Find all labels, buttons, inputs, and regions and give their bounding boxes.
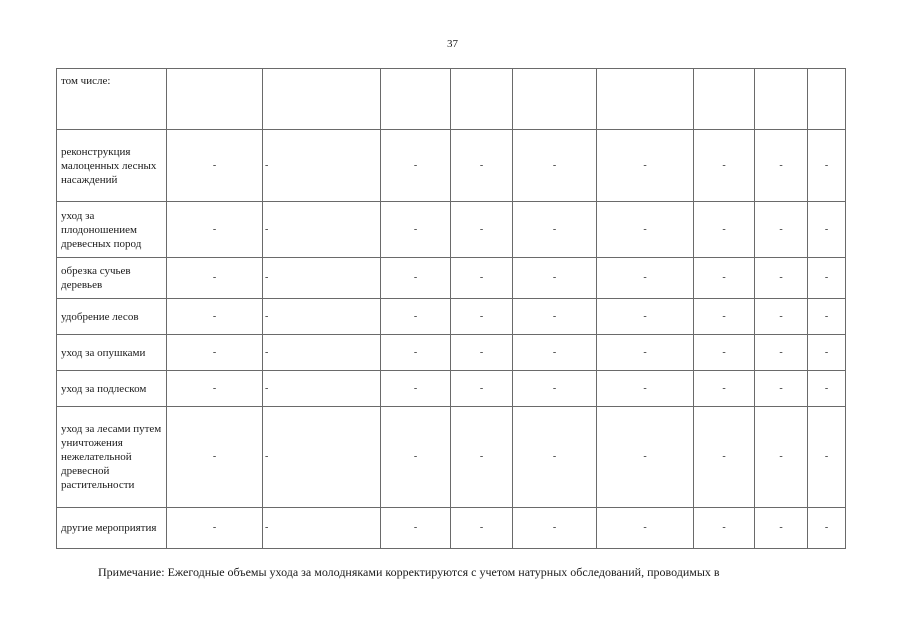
table-cell: -: [263, 335, 381, 371]
table-body: [57, 69, 846, 549]
table-cell: [755, 69, 808, 130]
table-cell: -: [167, 299, 263, 335]
table-cell: -: [597, 299, 694, 335]
table-cell: -: [808, 335, 846, 371]
table-row: [57, 508, 846, 549]
table-cell: -: [755, 258, 808, 299]
table-cell: -: [263, 202, 381, 258]
table-cell: -: [808, 371, 846, 407]
table-cell: -: [451, 407, 513, 508]
table-row: [57, 258, 846, 299]
row-label: другие мероприятия: [57, 508, 167, 549]
row-label: реконструкция малоценных лесных насаждений: [57, 130, 167, 202]
footnote-text: Примечание: Ежегодные объемы ухода за молодняками корректируются с учетом натурных обследований, проводимых в: [98, 565, 720, 579]
table-cell: [513, 69, 597, 130]
table-cell: -: [808, 508, 846, 549]
table-cell: -: [167, 508, 263, 549]
table-cell: -: [381, 508, 451, 549]
table-cell: -: [451, 258, 513, 299]
table-cell: -: [597, 130, 694, 202]
table-cell: -: [167, 371, 263, 407]
table-cell: -: [381, 371, 451, 407]
table-cell: -: [167, 130, 263, 202]
table-cell: -: [451, 202, 513, 258]
row-label: уход за плодоношением древесных пород: [57, 202, 167, 258]
table-cell: -: [694, 508, 755, 549]
table-cell: -: [263, 508, 381, 549]
table-cell: -: [263, 130, 381, 202]
table-cell: -: [513, 130, 597, 202]
table-cell: -: [808, 407, 846, 508]
table-cell: -: [513, 299, 597, 335]
table-cell: -: [381, 299, 451, 335]
table-cell: [694, 69, 755, 130]
table-cell: -: [513, 258, 597, 299]
table-cell: [808, 69, 846, 130]
table-cell: -: [694, 299, 755, 335]
table-cell: -: [694, 130, 755, 202]
page-number: 37: [447, 38, 458, 50]
table-cell: -: [755, 130, 808, 202]
table-cell: -: [597, 202, 694, 258]
table-cell: -: [513, 371, 597, 407]
row-label: уход за опушками: [57, 335, 167, 371]
row-label: том числе:: [57, 69, 167, 130]
table-cell: -: [513, 335, 597, 371]
table-cell: -: [755, 202, 808, 258]
table-cell: -: [381, 130, 451, 202]
table-cell: -: [694, 202, 755, 258]
table-cell: -: [755, 335, 808, 371]
row-label: уход за лесами путем уничтожения нежелательной древесной растительности: [57, 407, 167, 508]
table-cell: -: [381, 202, 451, 258]
table-cell: -: [451, 299, 513, 335]
table-cell: -: [755, 508, 808, 549]
table-cell: -: [808, 130, 846, 202]
row-label: удобрение лесов: [57, 299, 167, 335]
table-cell: [381, 69, 451, 130]
table-row: [57, 299, 846, 335]
table-cell: -: [808, 258, 846, 299]
table-cell: -: [451, 130, 513, 202]
table-cell: -: [167, 335, 263, 371]
table-cell: -: [597, 407, 694, 508]
table-cell: -: [808, 202, 846, 258]
table-cell: -: [263, 371, 381, 407]
table-cell: -: [694, 371, 755, 407]
table-row: [57, 335, 846, 371]
table-cell: [263, 69, 381, 130]
table-cell: -: [694, 258, 755, 299]
table-row: [57, 69, 846, 130]
table-cell: -: [597, 508, 694, 549]
table-row: [57, 130, 846, 202]
table-cell: -: [694, 407, 755, 508]
table-cell: -: [263, 299, 381, 335]
table-cell: -: [381, 407, 451, 508]
table-row: [57, 371, 846, 407]
table-cell: -: [451, 371, 513, 407]
table-cell: -: [513, 508, 597, 549]
table-cell: -: [597, 371, 694, 407]
table-cell: -: [263, 258, 381, 299]
row-label: уход за подлеском: [57, 371, 167, 407]
table-cell: -: [808, 299, 846, 335]
table-cell: -: [755, 371, 808, 407]
table-cell: [167, 69, 263, 130]
table-row: [57, 202, 846, 258]
row-label: обрезка сучьев деревьев: [57, 258, 167, 299]
table-cell: -: [513, 407, 597, 508]
table-cell: -: [755, 299, 808, 335]
table-cell: -: [381, 335, 451, 371]
table-cell: -: [263, 407, 381, 508]
table-cell: -: [451, 335, 513, 371]
forest-care-table: [56, 68, 846, 549]
table-cell: -: [381, 258, 451, 299]
table-cell: -: [694, 335, 755, 371]
table-cell: [597, 69, 694, 130]
table-cell: -: [451, 508, 513, 549]
table-cell: -: [167, 407, 263, 508]
table-cell: -: [755, 407, 808, 508]
table-cell: [451, 69, 513, 130]
table-cell: -: [167, 258, 263, 299]
table-cell: -: [597, 258, 694, 299]
table-cell: -: [513, 202, 597, 258]
table-cell: -: [167, 202, 263, 258]
table-cell: -: [597, 335, 694, 371]
table-row: [57, 407, 846, 508]
